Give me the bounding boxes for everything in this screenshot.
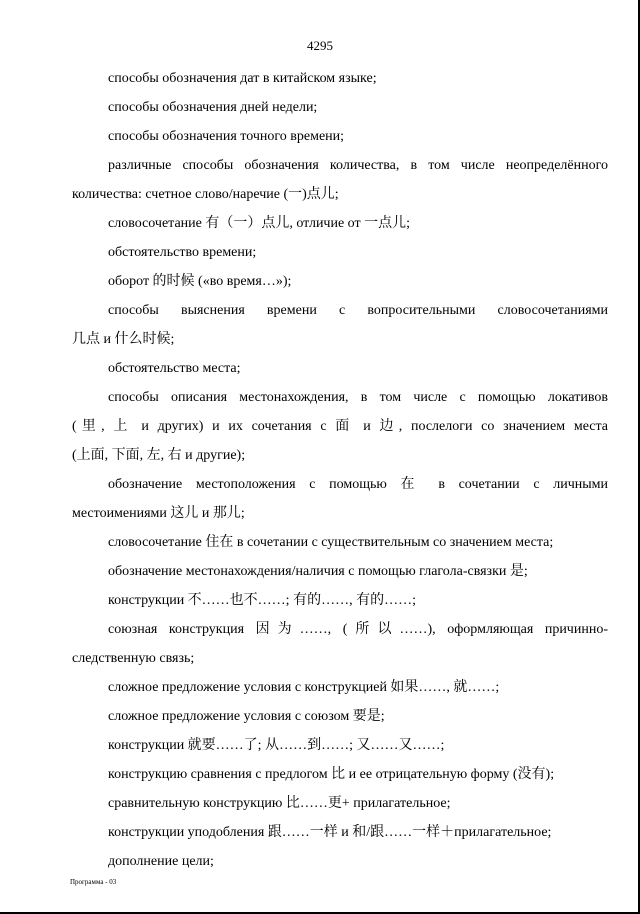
- list-item: способы обозначения дней недели;: [108, 100, 318, 115]
- list-item: различные способы обозначения количества, в том числе неопределённого: [108, 158, 608, 173]
- list-item: союзная конструкция 因为……, (所以……), оформляющая причинно-: [108, 622, 608, 637]
- list-item-continuation: местоимениями 这儿 и 那儿;: [72, 506, 245, 521]
- list-item: оборот 的时候 («во время…»);: [108, 274, 292, 289]
- list-item-continuation: 几点 и 什么时候;: [72, 332, 175, 347]
- list-item: сложное предложение условия с союзом 要是;: [108, 709, 385, 724]
- list-item: конструкцию сравнения с предлогом 比 и ее отрицательную форму (没有);: [108, 767, 555, 782]
- list-item: конструкции 不……也不……; 有的……, 有的……;: [108, 593, 416, 608]
- list-item: словосочетание 住在 в сочетании с существительным со значением места;: [108, 535, 554, 550]
- list-item: словосочетание 有（一）点儿, отличие от 一点儿;: [108, 216, 411, 231]
- list-item: конструкции уподобления 跟……一样 и 和/跟……一样＋прилагательное;: [108, 825, 552, 840]
- list-item: дополнение цели;: [108, 854, 214, 869]
- footer-label: Программа - 03: [70, 878, 117, 886]
- list-item: конструкции 就要……了; 从……到……; 又……又……;: [108, 738, 445, 753]
- list-item: способы выяснения времени с вопросительными словосочетаниями: [108, 303, 608, 318]
- list-item: способы описания местонахождения, в том числе с помощью локативов: [108, 390, 608, 405]
- list-item: сравнительную конструкцию 比……更+ прилагательное;: [108, 796, 451, 811]
- page-number: 4295: [307, 38, 333, 53]
- list-item-continuation: количества: счетное слово/наречие (一)点儿;: [72, 187, 339, 202]
- list-item: обстоятельство времени;: [108, 245, 257, 260]
- list-item-continuation: (里, 上 и других) и их сочетания с 面 и 边, послелоги со значением места: [72, 419, 608, 434]
- document-body: [72, 64, 608, 876]
- list-item-continuation: следственную связь;: [72, 651, 195, 666]
- list-item: способы обозначения дат в китайском языке;: [108, 71, 377, 86]
- list-item: обозначение местоположения с помощью 在 в сочетании с личными: [108, 477, 608, 492]
- list-item: обстоятельство места;: [108, 361, 241, 376]
- list-item-continuation: (上面, 下面, 左, 右 и другие);: [72, 448, 246, 463]
- list-item: обозначение местонахождения/наличия с помощью глагола-связки 是;: [108, 564, 528, 579]
- list-item: способы обозначения точного времени;: [108, 129, 345, 144]
- list-item: сложное предложение условия с конструкцией 如果……, 就……;: [108, 680, 500, 695]
